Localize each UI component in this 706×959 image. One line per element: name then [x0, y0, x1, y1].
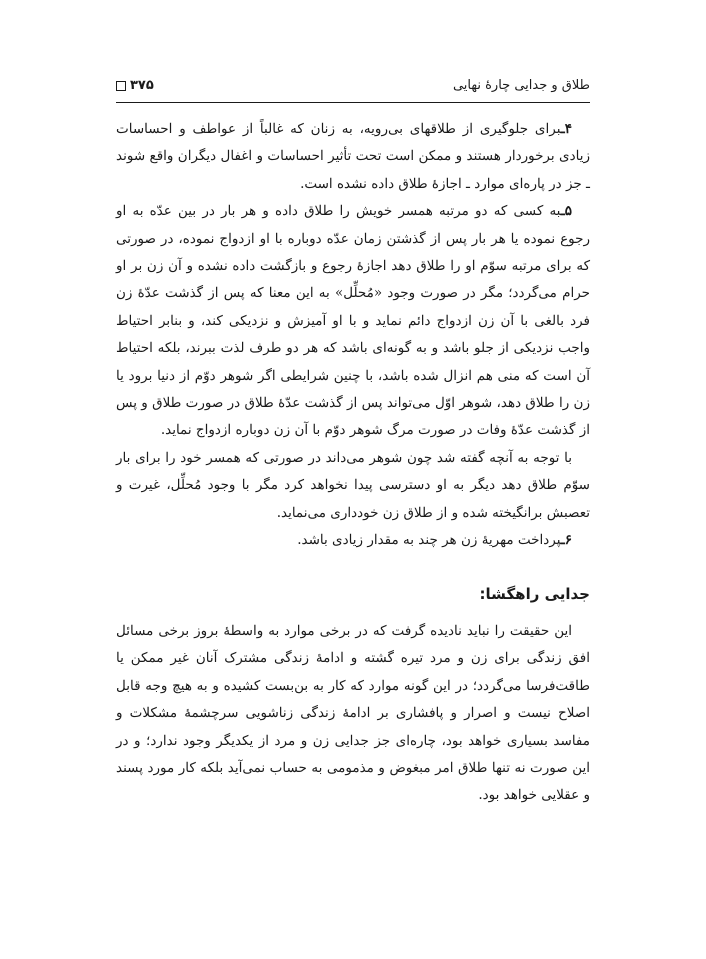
paragraph-text: پرداخت مهریهٔ زن هر چند به مقدار زیادی باشد.	[297, 532, 561, 549]
page-body	[116, 116, 590, 810]
page-number-group	[116, 78, 154, 93]
page-number: ۳۷۵	[130, 78, 154, 93]
page-header	[116, 78, 590, 98]
paragraph-text: برای جلوگیری از طلاقهای بی‌رویه، به زنان که غالباً از عواطف و احساسات زیادی برخوردار هستند و ممکن است تحت تأثیر احساسات و اغفال دیگران واقع شوند ـ جز در پاره‌ای موارد ـ اجازهٔ طلاق داده نشده است.	[116, 121, 590, 192]
paragraph-5	[116, 198, 590, 445]
paragraph-continuation	[116, 445, 590, 527]
item-number: ۶ـ	[560, 532, 572, 549]
running-title: طلاق و جدایی چارهٔ نهایی	[452, 78, 590, 93]
paragraph-text: با توجه به آنچه گفته شد چون شوهر می‌داند در صورتی که همسر خود را برای بار سوّم طلاق دهد دیگر به او دسترسی پیدا نخواهد کرد مگر با وجود مُحلِّل، غیرت و تعصبش برانگیخته شده و از طلاق زن خودداری می‌نماید.	[116, 449, 590, 521]
item-number: ۵ـ	[560, 203, 572, 220]
paragraph-4	[116, 116, 590, 198]
section-heading: جدایی راهگشا:	[479, 584, 590, 603]
item-number: ۴ـ	[560, 121, 572, 137]
paragraph-text: به کسی که دو مرتبه همسر خویش را طلاق داده و هر بار در بین عدّه به او رجوع نموده یا هر بار پس از گذشتن زمان عدّه دوباره با او ازدواج نموده، در صورتی که برای مرتبه سوّم او را طلاق دهد اجازهٔ رجوع و بازگشت داده نشده و آن زن بر او حرام می‌گردد؛ مگر در صورت وجود «مُحلِّل» به این معنا که پس از گذشت عدّهٔ زن فرد بالغی با آن زن ازدواج دائم نماید و با او آمیزش و نزدیکی کند، و بنابر احتیاط واجب نزدیکی از جلو باشد و به گونه‌ای باشد که هر دو طرف لذت ببرند، بلکه احتیاط آن است که منی هم انزال شده باشد، با چنین شرایطی اگر شوهر دوّم از دنیا برود یا زن را طلاق دهد، شوهر اوّل می‌تواند پس از گذشت عدّهٔ طلاق در صورت طلاق و پس از گذشت عدّهٔ وفات در صورت مرگ شوهر دوّم با آن زن دوباره ازدواج نماید.	[116, 203, 590, 439]
paragraph-6	[116, 527, 590, 554]
section-paragraph: این حقیقت را نباید نادیده گرفت که در برخی موارد به واسطهٔ بروز برخی مسائل افق زندگی برای زن و مرد تیره گشته و ادامهٔ زندگی مشترک آنان غیر ممکن یا طاقت‌فرسا می‌گردد؛ در این گونه موارد که کار به بن‌بست کشیده و به هیچ وجه قابل اصلاح نیست و اصرار و پافشاری بر ادامهٔ زندگی زناشویی سرچشمهٔ مشکلات و مفاسد بسیاری خواهد بود، چاره‌ای جز جدایی زن و مرد از یکدیگر وجود ندارد؛ و در این صورت نه تنها طلاق امر مبغوض و مذمومی به حساب نمی‌آید بلکه کار مورد پسند و عقلایی خواهد بود.	[116, 622, 590, 804]
header-rule	[116, 102, 590, 103]
square-ornament-icon	[116, 81, 126, 91]
